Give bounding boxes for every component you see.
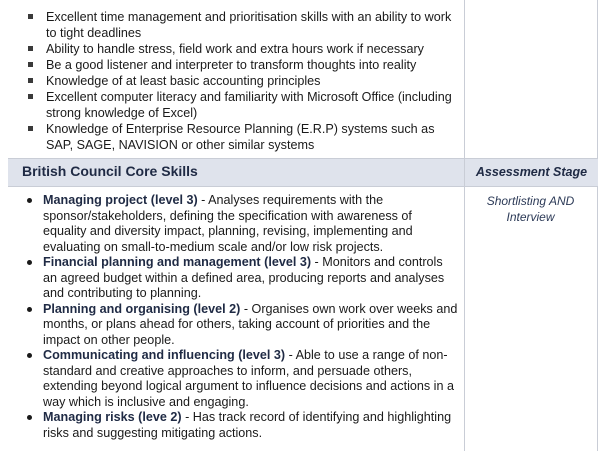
skill-title: Managing risks (leve 2) xyxy=(43,410,182,424)
skill-item xyxy=(26,302,458,349)
skill-item xyxy=(26,410,458,441)
requirement-item: Knowledge of Enterprise Resource Planning (E.R.P) systems such as SAP, SAGE, NAVISION or other similar systems xyxy=(28,121,458,153)
job-description-table xyxy=(8,0,598,451)
skill-description: - Monitors and controls an agreed budget within a defined area, producing reports and analyses and contributing to planning. xyxy=(43,255,445,300)
skill-description: - Analyses requirements with the sponsor/stakeholders, defining the specification with awareness of equality and diversity impact, planning, revising, implementing and evaluating on small-to-medium scale and/or low risk projects. xyxy=(43,193,413,254)
skill-description: - Has track record of identifying and highlighting risks and suggesting mitigating actions. xyxy=(43,410,452,440)
requirements-list xyxy=(28,9,458,153)
assessment-stage-value: Shortlisting AND Interview xyxy=(486,194,575,224)
assessment-stage-heading: Assessment Stage xyxy=(464,159,598,186)
skill-title: Communicating and influencing (level 3) xyxy=(43,348,286,362)
core-skills-list xyxy=(26,193,458,441)
table-right-border xyxy=(597,0,598,451)
core-skills-heading: British Council Core Skills xyxy=(22,163,198,179)
skill-title: Financial planning and management (level 3) xyxy=(43,255,312,269)
requirement-item: Ability to handle stress, field work and extra hours work if necessary xyxy=(28,41,458,57)
requirement-item: Excellent time management and prioritisation skills with an ability to work to tight deadlines xyxy=(28,9,458,41)
skill-title: Planning and organising (level 2) xyxy=(43,301,241,316)
column-divider xyxy=(464,0,465,451)
skill-title: Managing project (level 3) xyxy=(43,193,198,207)
requirements-cell xyxy=(8,0,464,160)
skill-description: - Organises own work over weeks and months, or plans ahead for others, taking account of priorities and the impact on other people. xyxy=(43,301,458,347)
requirement-item: Knowledge of at least basic accounting principles xyxy=(28,73,458,89)
requirement-item: Be a good listener and interpreter to transform thoughts into reality xyxy=(28,57,458,73)
skill-description: - Able to use a range of non-standard and creative approaches to inform, and persuade others, extending beyond logical argument to influence decisions and actions in a way which is inclusive and engaging. xyxy=(43,348,454,409)
skill-item xyxy=(26,348,458,410)
section-header-row xyxy=(8,158,598,187)
skill-item xyxy=(26,193,458,255)
skill-item xyxy=(26,255,458,302)
requirement-item: Excellent computer literacy and familiarity with Microsoft Office (including strong knowledge of Excel) xyxy=(28,89,458,121)
